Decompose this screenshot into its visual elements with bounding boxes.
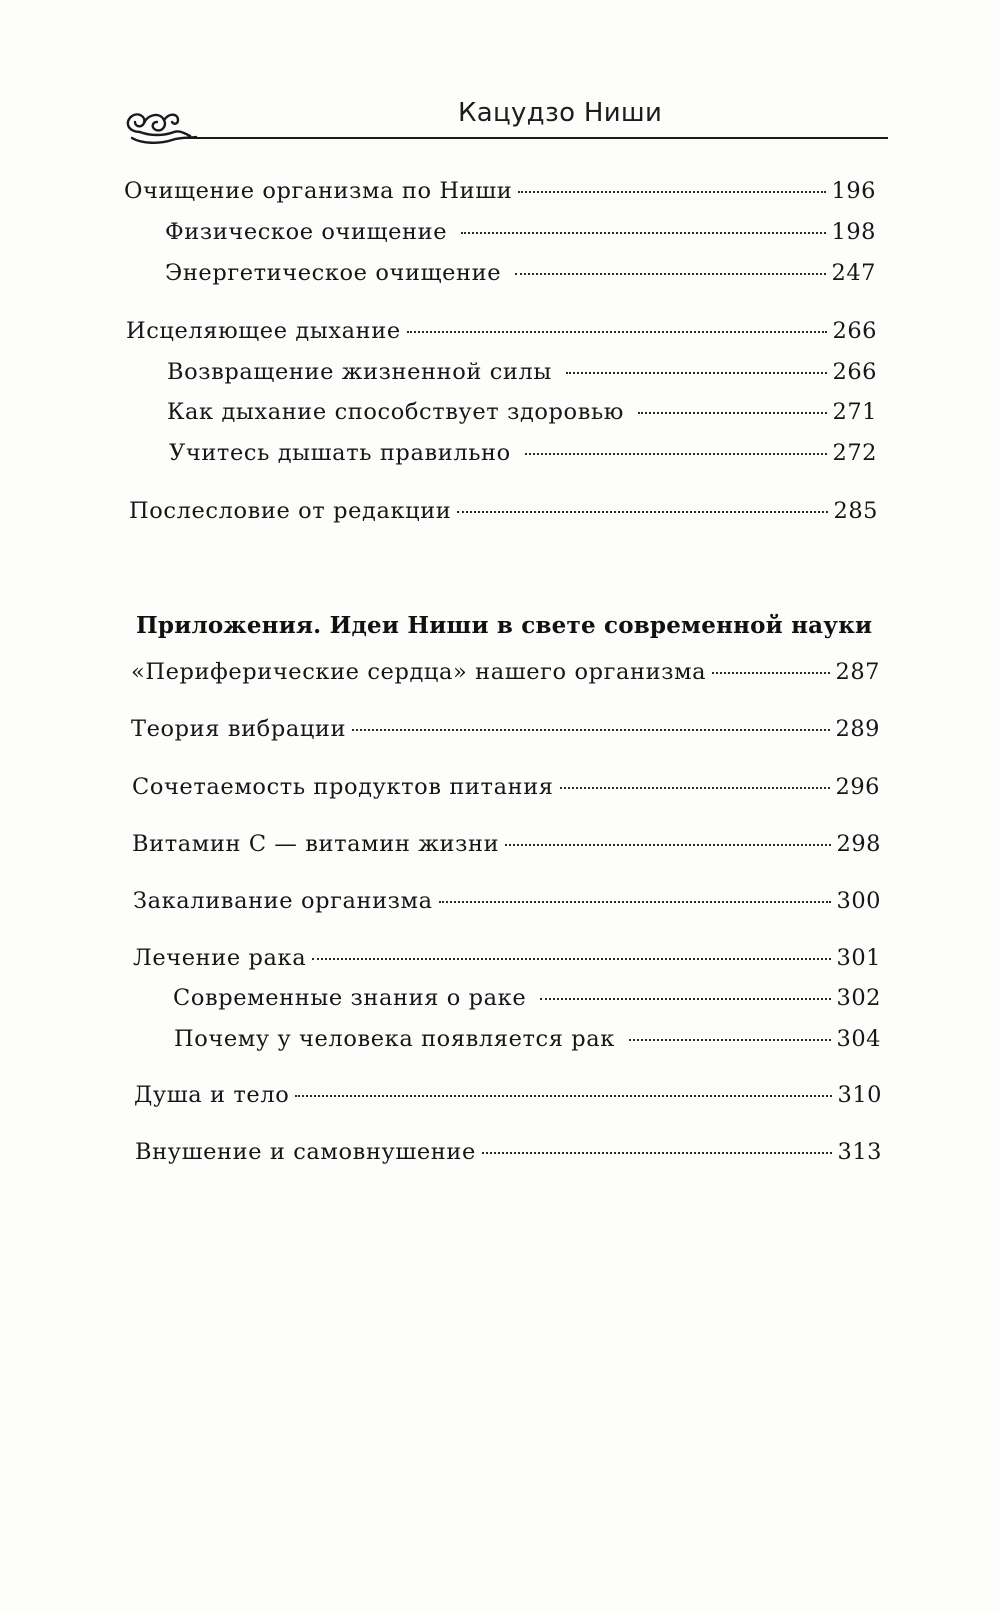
toc-entry-page: 266	[832, 359, 877, 385]
toc-entry-page: 285	[833, 498, 878, 524]
toc-entry[interactable]	[134, 1082, 882, 1108]
toc-subentry[interactable]	[167, 399, 877, 425]
toc-entry-title: Физическое очищение	[165, 219, 448, 245]
toc-entry-title: Очищение организма по Ниши	[124, 178, 513, 204]
toc-entry-title: Сочетаемость продуктов питания	[132, 774, 554, 800]
dot-leader	[482, 1152, 832, 1154]
dot-leader	[461, 232, 825, 234]
toc-entry[interactable]	[129, 498, 878, 524]
toc-subentry[interactable]	[173, 985, 881, 1011]
toc-entry-title: Современные знания о раке	[173, 985, 527, 1011]
dot-leader	[638, 412, 827, 414]
dot-leader	[312, 958, 830, 960]
toc-entry-title: Возвращение жизненной силы	[167, 359, 552, 385]
toc-entry-page: 313	[837, 1139, 882, 1165]
toc-entry-title: Учитесь дышать правильно	[169, 440, 511, 466]
toc-entry-title: Витамин С — витамин жизни	[132, 831, 500, 857]
toc-subentry[interactable]	[167, 359, 877, 385]
dot-leader	[457, 511, 827, 513]
toc-subentry[interactable]	[174, 1026, 881, 1052]
toc-entry-page: 296	[835, 774, 880, 800]
toc-entry-page: 302	[836, 985, 881, 1011]
toc-entry[interactable]	[135, 1139, 882, 1165]
toc-entry-title: Исцеляющее дыхание	[126, 318, 401, 344]
toc-entry-title: Душа и тело	[134, 1082, 290, 1108]
toc-entry-page: 310	[837, 1082, 882, 1108]
dot-leader	[352, 729, 829, 731]
toc-entry[interactable]	[131, 716, 880, 742]
toc-subentry[interactable]	[169, 440, 877, 466]
toc-entry-title: Энергетическое очищение	[165, 260, 502, 286]
appendix-heading: Приложения. Идеи Ниши в свете современной науки	[136, 612, 873, 639]
toc-entry-title: Как дыхание способствует здоровью	[167, 399, 625, 425]
toc-entry[interactable]	[124, 178, 876, 204]
toc-entry[interactable]	[132, 831, 881, 857]
dot-leader	[560, 787, 830, 789]
dot-leader	[566, 372, 827, 374]
toc-entry-title: Внушение и самовнушение	[135, 1139, 476, 1165]
dot-leader	[629, 1039, 831, 1041]
toc-entry-page: 266	[832, 318, 877, 344]
toc-entry-page: 271	[832, 399, 877, 425]
toc-entry-page: 196	[831, 178, 876, 204]
toc-subentry[interactable]	[165, 219, 876, 245]
toc-entry[interactable]	[132, 774, 880, 800]
toc-entry-page: 301	[836, 945, 881, 971]
toc-entry-page: 300	[836, 888, 881, 914]
toc-entry-title: Послесловие от редакции	[129, 498, 452, 524]
toc-entry-page: 289	[835, 716, 880, 742]
toc-entry-title: Теория вибрации	[131, 716, 347, 742]
dot-leader	[525, 453, 827, 455]
toc-entry-page: 304	[836, 1026, 881, 1052]
toc-entry-title: Лечение рака	[133, 945, 307, 971]
dot-leader	[518, 191, 825, 193]
dot-leader	[515, 273, 825, 275]
toc-entry-page: 298	[836, 831, 881, 857]
toc-entry[interactable]	[126, 318, 877, 344]
toc-entry-title: Почему у человека появляется рак	[174, 1026, 615, 1052]
toc-subentry[interactable]	[165, 260, 876, 286]
toc-entry-title: «Периферические сердца» нашего организма	[131, 659, 707, 685]
toc-entry[interactable]	[131, 659, 880, 685]
toc-entry[interactable]	[133, 945, 881, 971]
toc-entry-page: 247	[831, 260, 876, 286]
toc-entry-page: 198	[831, 219, 876, 245]
dot-leader	[439, 901, 831, 903]
toc-entry[interactable]	[133, 888, 881, 914]
toc-entry-page: 272	[832, 440, 877, 466]
dot-leader	[712, 672, 829, 674]
running-head-title: Кацудзо Ниши	[458, 98, 663, 128]
toc-entry-page: 287	[835, 659, 880, 685]
dot-leader	[540, 998, 830, 1000]
dot-leader	[295, 1095, 831, 1097]
dot-leader	[505, 844, 830, 846]
dot-leader	[407, 331, 827, 333]
toc-entry-title: Закаливание организма	[133, 888, 433, 914]
